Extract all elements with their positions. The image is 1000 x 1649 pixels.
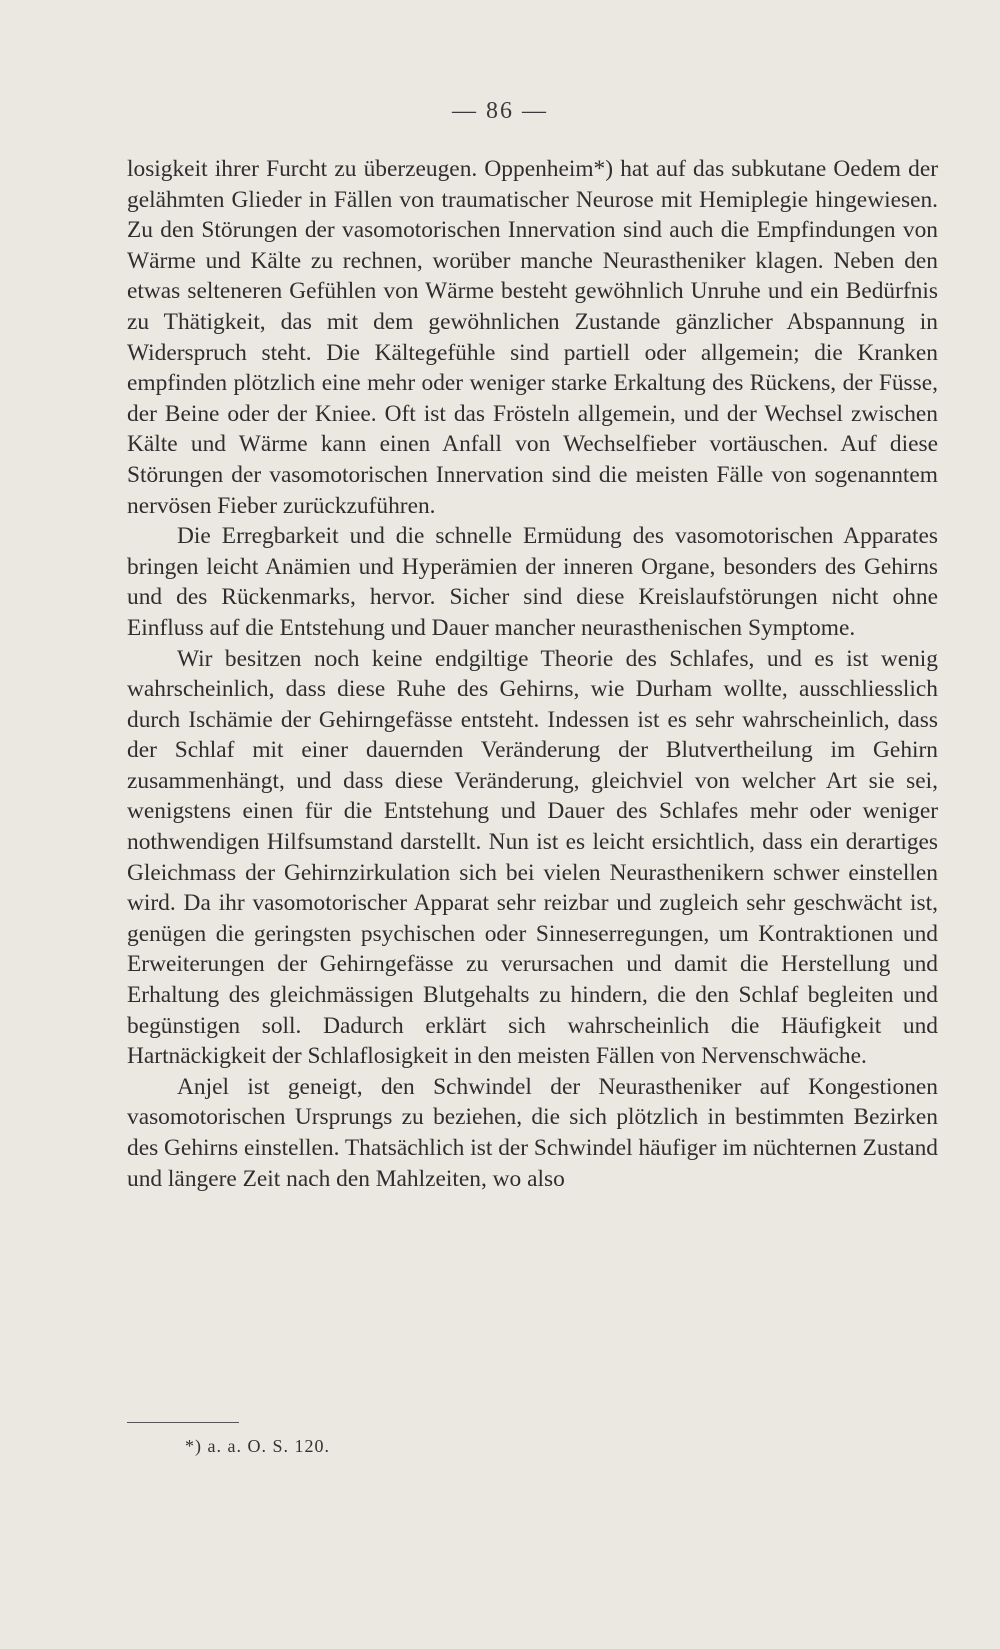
paragraph-4: Anjel ist geneigt, den Schwindel der Neurastheniker auf Kongestionen vasomotorischen Ursprungs zu beziehen, die sich plötzlich in bestimmten Bezirken des Gehirns einstellen. Thatsächlich ist der Schwindel häufiger im nüchternen Zustand und längere Zeit nach den Mahlzeiten, wo also [127, 1073, 938, 1192]
body-text [127, 154, 938, 1194]
paragraph-3: Wir besitzen noch keine endgiltige Theorie des Schlafes, und es ist wenig wahrscheinlich, dass diese Ruhe des Gehirns, wie Durham wollte, ausschliesslich durch Ischämie der Gehirngefässe entsteht. Indessen ist es sehr wahrscheinlich, dass der Schlaf mit einer dauernden Veränderung der Blutvertheilung im Gehirn zusammenhängt, und dass diese Veränderung, gleichviel von welcher Art sie sei, wenigstens einen für die Entstehung und Dauer des Schlafes mehr oder weniger nothwendigen Hilfsumstand darstellt. Nun ist es leicht ersichtlich, dass ein derartiges Gleichmass der Gehirnzirkulation sich bei vielen Neurasthenikern schwer einstellen wird. Da ihr vasomotorischer Apparat sehr reizbar und zugleich sehr geschwächt ist, genügen die geringsten psychischen oder Sinneserregungen, um Kontraktionen und Erweiterungen der Gehirngefässe zu verursachen und damit die Herstellung und Erhaltung des gleichmässigen Blutgehalts zu hindern, die den Schlaf begleiten und begünstigen soll. Dadurch erklärt sich wahrscheinlich die Häufigkeit und Hartnäckigkeit der Schlaflosigkeit in den meisten Fällen von Nervenschwäche. [127, 645, 938, 1070]
footnote: *) a. a. O. S. 120. [185, 1436, 330, 1456]
paragraph-1: losigkeit ihrer Furcht zu überzeugen. Oppenheim*) hat auf das subkutane Oedem der gelähmten Glieder in Fällen von traumatischer Neurose mit Hemiplegie hingewiesen. Zu den Störungen der vasomotorischen Innervation sind auch die Empfindungen von Wärme und Kälte zu rechnen, worüber manche Neurastheniker klagen. Neben den etwas selteneren Gefühlen von Wärme besteht gewöhnlich Unruhe und ein Bedürfnis zu Thätigkeit, das mit dem gewöhnlichen Zustande gänzlicher Abspannung in Widerspruch steht. Die Kältegefühle sind partiell oder allgemein; die Kranken empfinden plötzlich eine mehr oder weniger starke Erkaltung des Rückens, der Füsse, der Beine oder der Kniee. Oft ist das Frösteln allgemein, und der Wechsel zwischen Kälte und Wärme kann einen Anfall von Wechselfieber vortäuschen. Auf diese Störungen der vasomotorischen Innervation sind die meisten Fälle von sogenanntem nervösen Fieber zurückzuführen. [127, 156, 938, 519]
paragraph-2: Die Erregbarkeit und die schnelle Ermüdung des vasomotorischen Apparates bringen leicht Anämien und Hyperämien der inneren Organe, besonders des Gehirns und des Rückenmarks, hervor. Sicher sind diese Kreislaufstörungen nicht ohne Einfluss auf die Entstehung und Dauer mancher neurasthenischen Symptome. [127, 523, 938, 641]
page-number: — 86 — [452, 98, 548, 124]
footnote-divider [127, 1422, 239, 1423]
